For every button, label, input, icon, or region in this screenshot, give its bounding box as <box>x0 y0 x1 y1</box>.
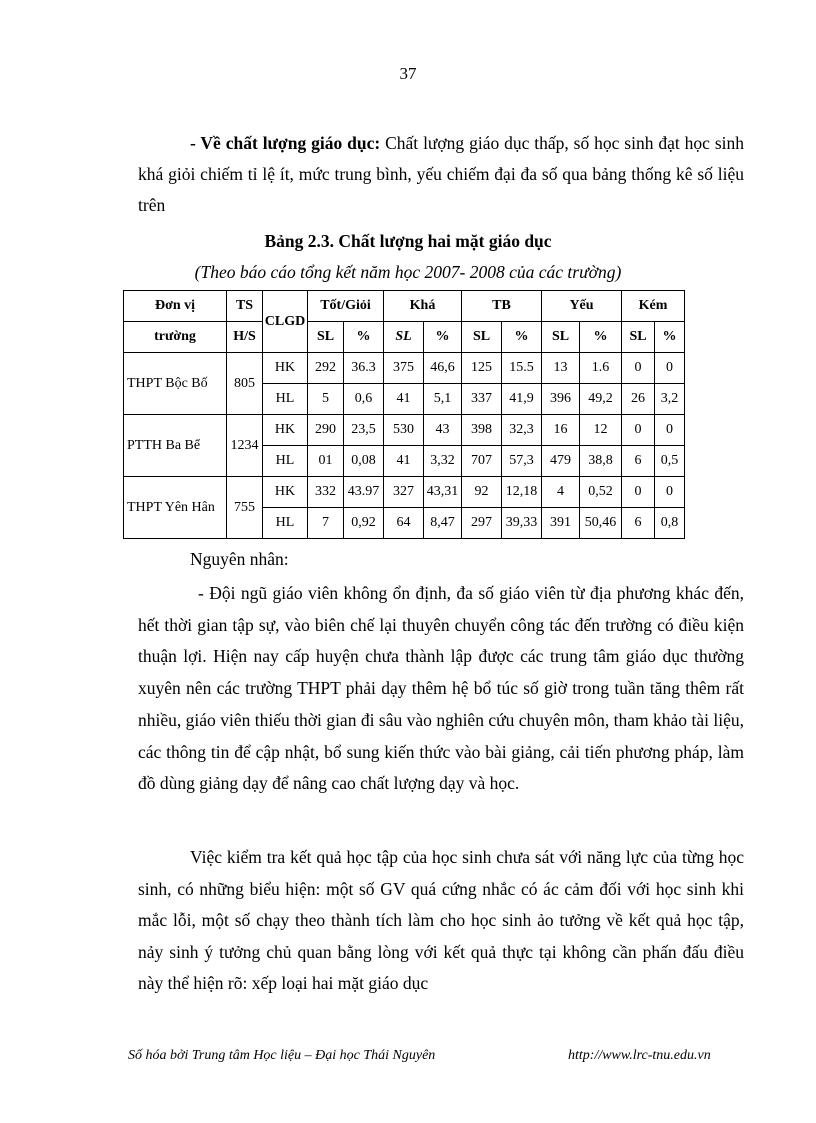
table-cell: 398 <box>462 415 502 446</box>
group-header: Kém <box>622 291 685 322</box>
table-cell: 375 <box>384 353 424 384</box>
table-row <box>124 415 685 446</box>
table-cell: 23,5 <box>344 415 384 446</box>
intro-lead: - Về chất lượng giáo dục: <box>190 133 381 153</box>
table-subcaption: (Theo báo cáo tổng kết năm học 2007- 2008 của các trường) <box>194 262 622 282</box>
table-cell: 290 <box>308 415 344 446</box>
table-cell: 41 <box>384 446 424 477</box>
table-cell: 6 <box>622 446 655 477</box>
sl-header: SL <box>384 322 424 353</box>
reasons-paragraph-2: Việc kiểm tra kết quả học tập của học sinh chưa sát với năng lực của từng học sinh, có những biểu hiện: một số GV quá cứng nhắc có ác cảm đối với học sinh khi mắc lỗi, một số chạy theo thành tích làm cho học sinh ảo tưởng về kết quả học tập, nảy sinh ý tưởng chủ quan bằng lòng với kết quả thực tại không cần phấn đấu điều này thể hiện rõ: xếp loại hai mặt giáo dục <box>138 847 744 993</box>
table-cell: 0 <box>622 353 655 384</box>
table-cell: 337 <box>462 384 502 415</box>
school-total: 755 <box>227 477 263 539</box>
table-row <box>124 353 685 384</box>
table-cell: 39,33 <box>502 508 542 539</box>
sl-header: SL <box>622 322 655 353</box>
table-cell: 8,47 <box>424 508 462 539</box>
header-row-2 <box>124 322 685 353</box>
table-cell: 0,92 <box>344 508 384 539</box>
group-header: Khá <box>384 291 462 322</box>
table-cell: 32,3 <box>502 415 542 446</box>
row-type: HL <box>263 508 308 539</box>
table-cell: 1.6 <box>580 353 622 384</box>
table-cell: 0,08 <box>344 446 384 477</box>
pct-header: % <box>580 322 622 353</box>
row-type: HL <box>263 384 308 415</box>
table-cell: 0,5 <box>655 446 685 477</box>
group-header: TB <box>462 291 542 322</box>
table-cell: 0 <box>622 477 655 508</box>
table-cell: 530 <box>384 415 424 446</box>
table-cell: 3,2 <box>655 384 685 415</box>
table-cell: 43 <box>424 415 462 446</box>
table-cell: 26 <box>622 384 655 415</box>
table-cell: 01 <box>308 446 344 477</box>
table-cell: 12 <box>580 415 622 446</box>
pct-header: % <box>344 322 384 353</box>
school-total: 805 <box>227 353 263 415</box>
school-name: THPT Bộc Bố <box>124 353 227 415</box>
row-type: HL <box>263 446 308 477</box>
table-cell: 49,2 <box>580 384 622 415</box>
table-cell: 38,8 <box>580 446 622 477</box>
table-cell: 0 <box>655 353 685 384</box>
table-cell: 332 <box>308 477 344 508</box>
unit-header-line2: trường <box>124 322 227 353</box>
school-name: THPT Yên Hân <box>124 477 227 539</box>
reasons-paragraph-1: - Đội ngũ giáo viên không ổn định, đa số giáo viên từ địa phương khác đến, hết thời gian tập sự, vào biên chế lại thuyên chuyển công tác đến trường có điều kiện thuận lợi. Hiện nay cấp huyện chưa thành lập được các trung tâm giáo dục thường xuyên nên các trường THPT phải dạy thêm hệ bổ túc số giờ trong tuần tăng thêm rất nhiều, giáo viên thiếu thời gian đi sâu vào nghiên cứu chuyên môn, tham khảo tài liệu, các thông tin để cập nhật, bổ sung kiến thức vào bài giảng, cải tiến phương pháp, làm đồ dùng giảng dạy để nâng cao chất lượng dạy và học. <box>138 583 744 794</box>
footer-source: Số hóa bởi Trung tâm Học liệu – Đại học Thái Nguyên <box>128 1048 436 1063</box>
table-cell: 92 <box>462 477 502 508</box>
table-cell: 0 <box>622 415 655 446</box>
row-type: HK <box>263 353 308 384</box>
table-cell: 13 <box>542 353 580 384</box>
table-cell: 57,3 <box>502 446 542 477</box>
sl-header: SL <box>308 322 344 353</box>
table-row <box>124 477 685 508</box>
pct-header: % <box>502 322 542 353</box>
table-cell: 297 <box>462 508 502 539</box>
table-cell: 43,31 <box>424 477 462 508</box>
page-number: 37 <box>399 64 417 83</box>
group-header: Tốt/Giỏi <box>308 291 384 322</box>
education-quality-table <box>123 290 685 539</box>
pct-header: % <box>655 322 685 353</box>
table-cell: 16 <box>542 415 580 446</box>
row-type: HK <box>263 477 308 508</box>
table-cell: 0 <box>655 415 685 446</box>
sl-header: SL <box>462 322 502 353</box>
table-cell: 64 <box>384 508 424 539</box>
table-cell: 41,9 <box>502 384 542 415</box>
table-cell: 46,6 <box>424 353 462 384</box>
table-cell: 0,6 <box>344 384 384 415</box>
intro-paragraph <box>138 128 744 221</box>
header-row-1 <box>124 291 685 322</box>
table-cell: 707 <box>462 446 502 477</box>
table-cell: 12,18 <box>502 477 542 508</box>
table-cell: 15.5 <box>502 353 542 384</box>
table-cell: 327 <box>384 477 424 508</box>
row-type: HK <box>263 415 308 446</box>
table-cell: 391 <box>542 508 580 539</box>
footer-url[interactable]: http://www.lrc-tnu.edu.vn <box>568 1048 711 1063</box>
group-header: Yếu <box>542 291 622 322</box>
table-cell: 43.97 <box>344 477 384 508</box>
table-cell: 0 <box>655 477 685 508</box>
reasons-heading: Nguyên nhân: <box>190 549 289 569</box>
table-cell: 5 <box>308 384 344 415</box>
sl-header: SL <box>542 322 580 353</box>
table-cell: 0,8 <box>655 508 685 539</box>
table-cell: 3,32 <box>424 446 462 477</box>
table-cell: 6 <box>622 508 655 539</box>
table-cell: 0,52 <box>580 477 622 508</box>
table-cell: 41 <box>384 384 424 415</box>
unit-header: Đơn vị <box>124 291 227 322</box>
table-cell: 5,1 <box>424 384 462 415</box>
table-cell: 36.3 <box>344 353 384 384</box>
ts-header: TS <box>227 291 263 322</box>
table-cell: 50,46 <box>580 508 622 539</box>
table-cell: 7 <box>308 508 344 539</box>
table-cell: 292 <box>308 353 344 384</box>
intro-text: Chất lượng giáo dục thấp, số học sinh đạt học sinh khá giỏi chiếm tỉ lệ ít, mức trung bình, yếu chiếm đại đa số qua bảng thống kê số liệu trên <box>138 133 745 215</box>
table-cell: 4 <box>542 477 580 508</box>
ts-header-line2: H/S <box>227 322 263 353</box>
pct-header: % <box>424 322 462 353</box>
table-cell: 396 <box>542 384 580 415</box>
table-cell: 125 <box>462 353 502 384</box>
table-caption: Bảng 2.3. Chất lượng hai mặt giáo dục <box>264 231 552 251</box>
school-name: PTTH Ba Bể <box>124 415 227 477</box>
table-cell: 479 <box>542 446 580 477</box>
clgd-header: CLGD <box>263 291 308 353</box>
school-total: 1234 <box>227 415 263 477</box>
